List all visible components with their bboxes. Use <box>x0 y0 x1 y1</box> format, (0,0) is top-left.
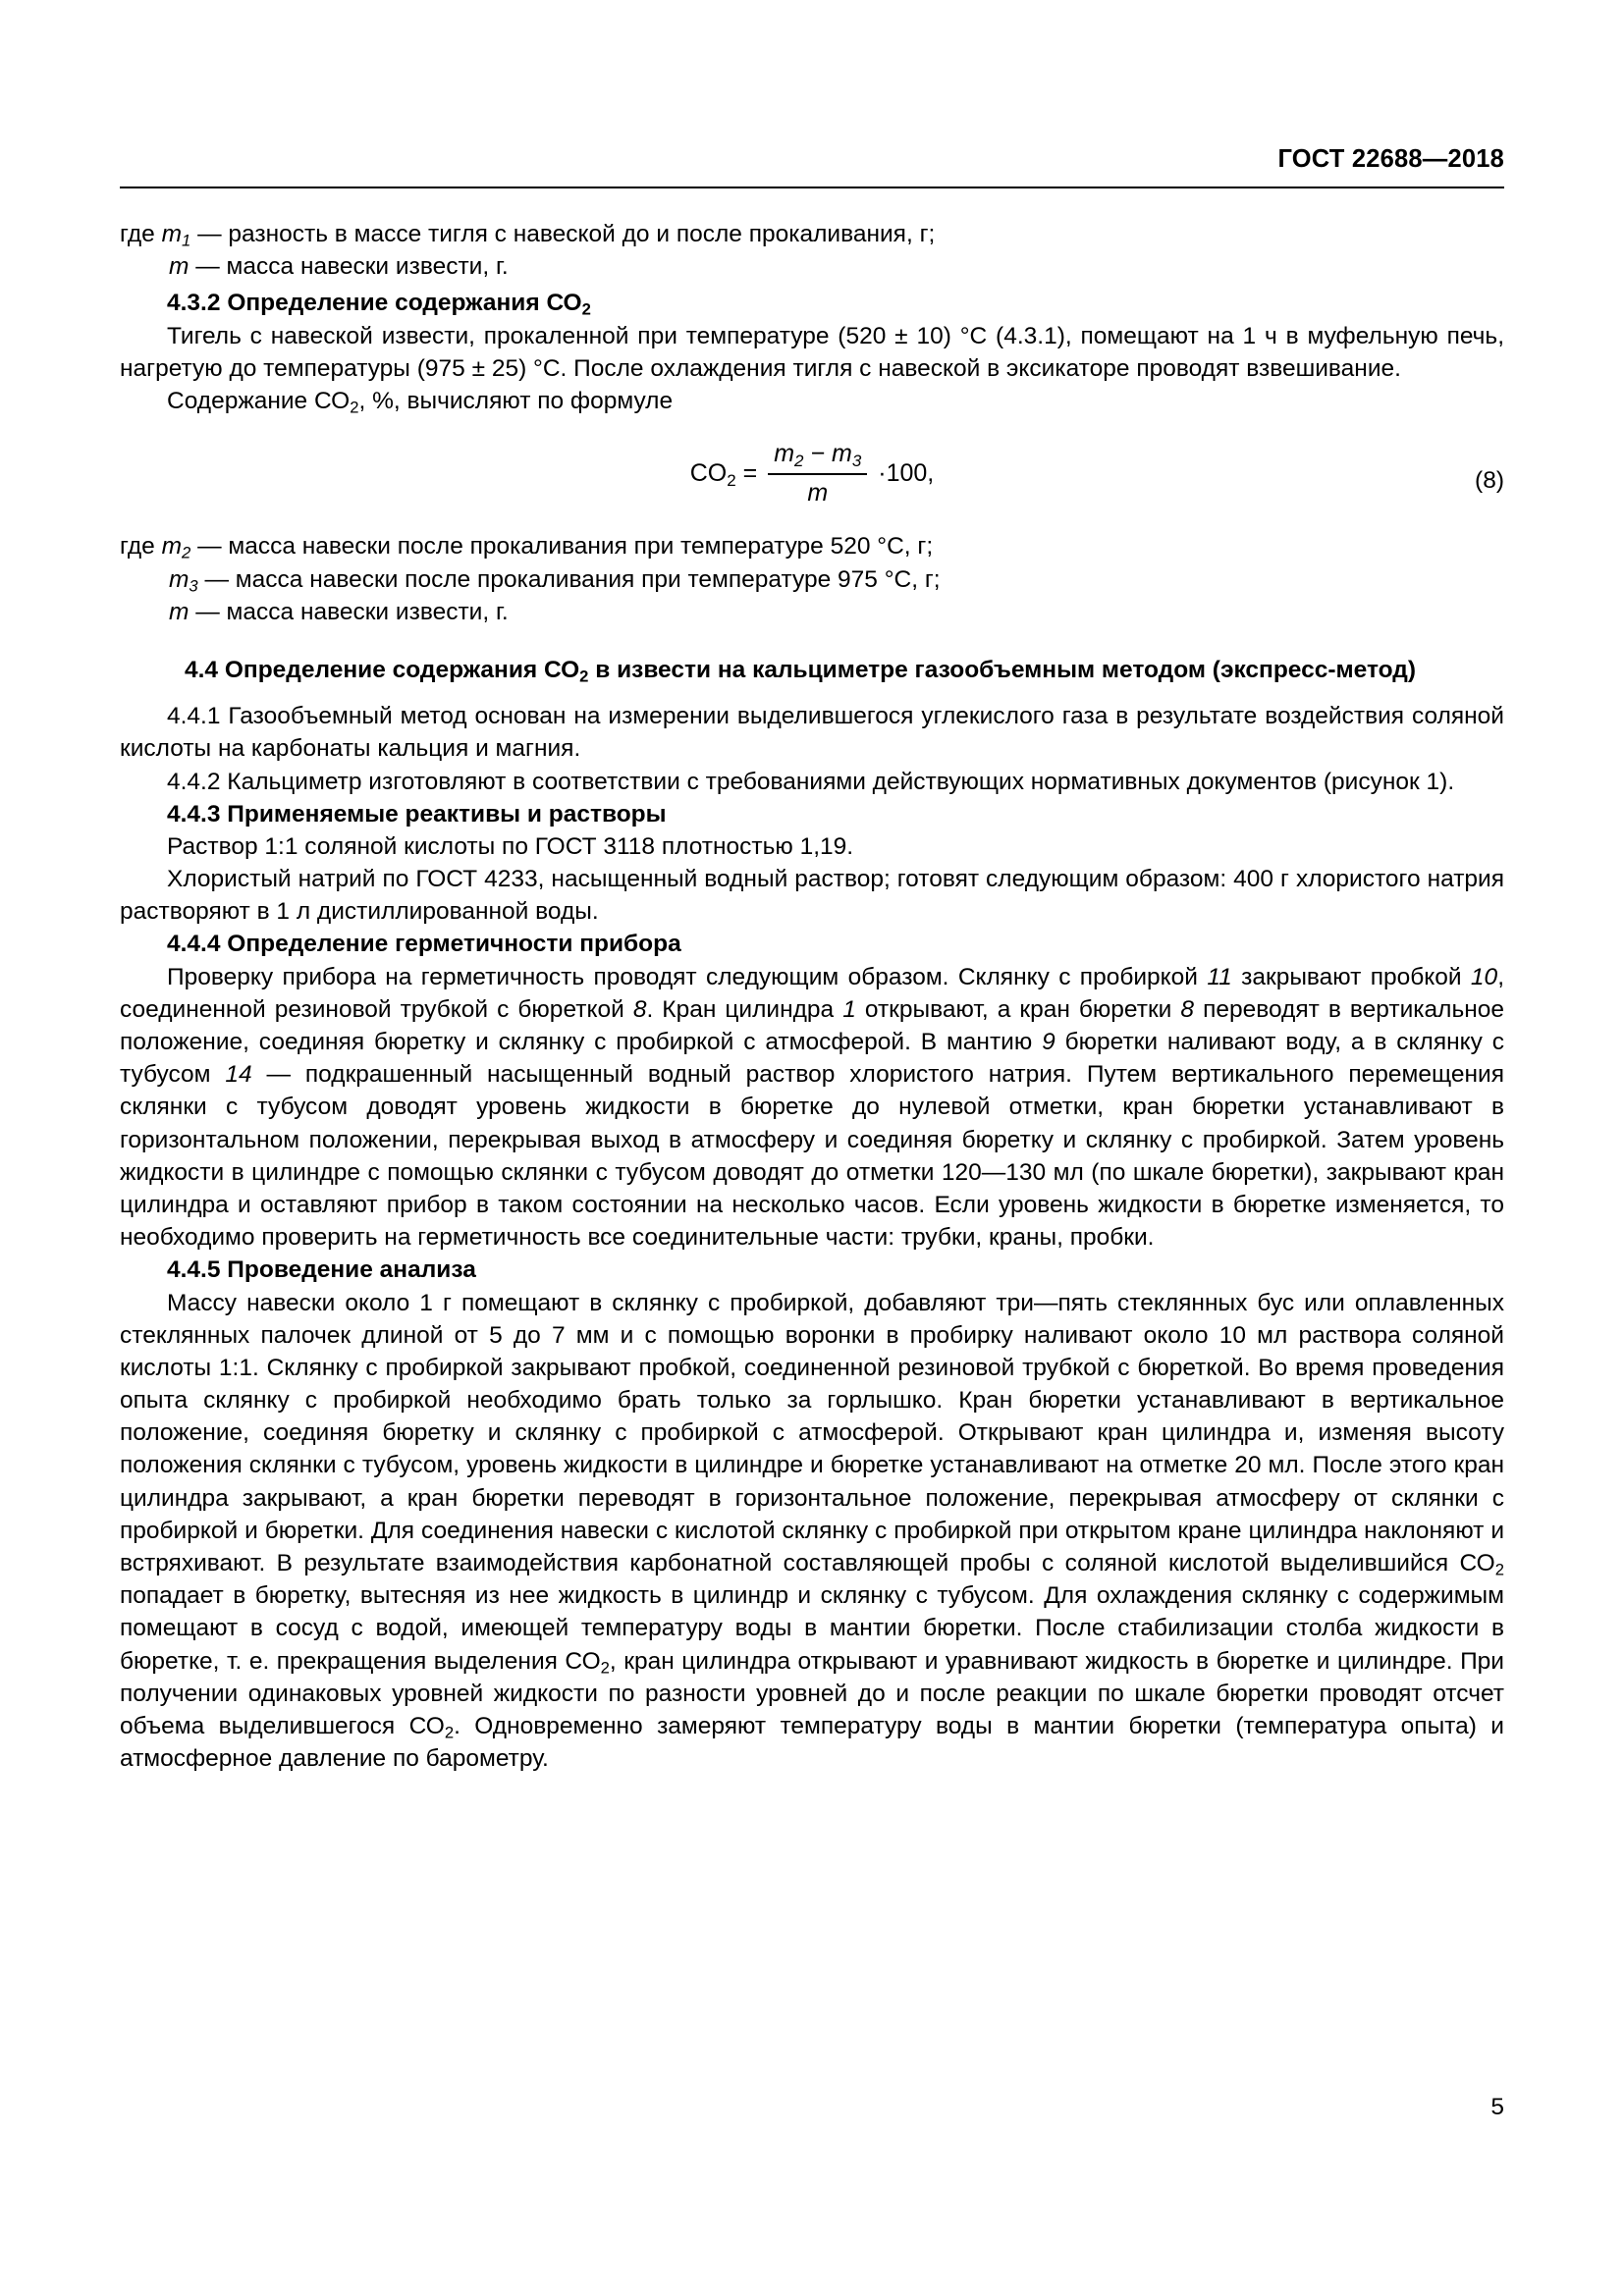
heading-4-4-3: 4.4.3 Применяемые реактивы и растворы <box>167 800 667 828</box>
paragraph-4-3-2-1: Тигель с навеской извести, прокаленной при температуре (520 ± 10) °С (4.3.1), помещают на 1 ч в муфельную печь, нагретую до температуры (975 ± 25) °С. После охлаждения тигля с навеской в эксикаторе проводят взвешивание. <box>120 322 1504 382</box>
paragraph-4-4-2: 4.4.2 Кальциметр изготовляют в соответствии с требованиями действующих нормативных документов (рисунок 1). <box>167 768 1455 795</box>
symbol-m3: $m_3$ <box>169 565 198 596</box>
heading-4-3-2: 4.3.2 Определение содержания $СО_2$ <box>167 290 591 320</box>
where-m-line-2: m — масса навески извести, г. <box>169 598 509 625</box>
formula-fraction <box>768 438 867 509</box>
page-header-standard: ГОСТ 22688—2018 <box>1277 145 1504 173</box>
header-divider <box>120 187 1504 188</box>
where-m2-line: где $m_2$ — масса навески после прокаливания при температуре 520 °С, г; <box>120 533 934 563</box>
paragraph-4-4-4: Проверку прибора на герметичность проводят следующим образом. Склянку с пробиркой 11 закрывают пробкой 10, соединенной резиновой трубкой с бюреткой 8. Кран цилиндра 1 открывают, а кран бюретки 8 переводят в вертикальное положение, соединяя бюретку и склянку с пробиркой с атмосферой. В мантию 9 бюретки наливают воду, а в склянку с тубусом 14 — подкрашенный насыщенный водный раствор хлористого натрия. Путем вертикального перемещения склянки с тубусом доводят уровень жидкости в бюретке до нулевой отметки, кран бюретки устанавливают в горизонтальном положении, перекрывая выход в атмосферу и соединяя бюретку и склянку с пробиркой. Затем уровень жидкости в цилиндре с помощью склянки с тубусом доводят до отметки 120—130 мл (по шкале бюретки), закрывают кран цилиндра и оставляют прибор в таком состоянии на несколько часов. Если уровень жидкости в бюретке изменяется, то необходимо проверить на герметичность все соединительные части: трубки, краны, пробки. <box>120 963 1504 1252</box>
document-body <box>120 218 1504 1775</box>
paragraph-4-4-3-1: Раствор 1:1 соляной кислоты по ГОСТ 3118 плотностью 1,19. <box>167 832 854 860</box>
heading-4-4-5: 4.4.5 Проведение анализа <box>167 1256 476 1284</box>
formula-fraction-bar <box>768 473 867 475</box>
formula-denominator: m <box>807 478 829 507</box>
symbol-m: m <box>169 253 189 281</box>
formula-expression <box>690 439 935 510</box>
formula-numerator: $m_2 - m_3$ <box>774 440 862 470</box>
page-number: 5 <box>1490 2094 1504 2120</box>
paragraph-4-4-5: Массу навески около 1 г помещают в склянку с пробиркой, добавляют три—пять стеклянных бус или оплавленных стеклянных палочек длиной от 5 до 7 мм и с помощью воронки в пробирку наливают около 10 мл раствора соляной кислоты 1:1. Склянку с пробиркой закрывают пробкой, соединенной резиновой трубкой с бюреткой. Во время проведения опыта склянку с пробиркой необходимо брать только за горлышко. Кран бюретки устанавливают в вертикальное положение, соединяя бюретку и склянку с пробиркой с атмосферой. Открывают кран цилиндра и, изменяя высоту положения склянки с тубусом, уровень жидкости в цилиндре и бюретке устанавливают на отметке 20 мл. После этого кран цилиндра закрывают, а кран бюретки переводят в горизонтальное положение, перекрывая атмосферу от склянки с пробиркой и бюретки. Для соединения навески с кислотой склянку с пробиркой при открытом кране цилиндра наклоняют и встряхивают. В результате взаимодействия карбонатной составляющей пробы с соляной кислотой выделившийся $СО_2$ попадает в бюретку, вытесняя из нее жидкость в цилиндр и склянку с тубусом. Для охлаждения склянку с содержимым помещают в сосуд с водой, имеющей температуру воды в мантии бюретки. После стабилизации столба жидкости в бюретке, т. е. прекращения выделения $СО_2$, кран цилиндра открывают и уравнивают жидкость в бюретке и цилиндре. При получении одинаковых уровней жидкости по разности уровней до и после реакции по шкале бюретки проводят отсчет объема выделившегося $СО_2$. Одновременно замеряют температуру воды в мантии бюретки (температура опыта) и атмосферное давление по барометру. <box>120 1289 1504 1773</box>
symbol-m2: $m_2$ <box>161 533 191 563</box>
where-m1-line: где $m_1$ — разность в массе тигля с навеской до и после прокаливания, г; <box>120 221 936 250</box>
symbol-m1: $m_1$ <box>161 221 191 250</box>
where-m-line: m — масса навески извести, г. <box>169 253 509 281</box>
heading-4-4: 4.4 Определение содержания $СО_2$ в извести на кальциметре газообъемным методом (экспресс-метод) <box>185 656 1416 686</box>
paragraph-4-3-2-2: Содержание $СО_2$, %, вычисляют по формуле <box>167 387 674 417</box>
paragraph-4-4-1: 4.4.1 Газообъемный метод основан на измерении выделившегося углекислого газа в результате воздействия соляной кислоты на карбонаты кальция и магния. <box>120 703 1504 763</box>
formula-lhs: $CO_2$ <box>689 459 736 491</box>
formula-8 <box>120 439 1504 510</box>
formula-equals: = <box>742 459 758 488</box>
formula-number: (8) <box>1475 467 1504 495</box>
heading-4-4-4: 4.4.4 Определение герметичности прибора <box>167 931 681 958</box>
where-m3-line: $m_3$ — масса навески после прокаливания при температуре 975 °С, г; <box>169 565 941 596</box>
symbol-m-2: m <box>169 598 189 625</box>
paragraph-4-4-3-2: Хлористый натрий по ГОСТ 4233, насыщенный водный раствор; готовят следующим образом: 400 г хлористого натрия растворяют в 1 л дистиллированной воды. <box>120 866 1504 926</box>
formula-tail: ·100, <box>878 459 935 488</box>
